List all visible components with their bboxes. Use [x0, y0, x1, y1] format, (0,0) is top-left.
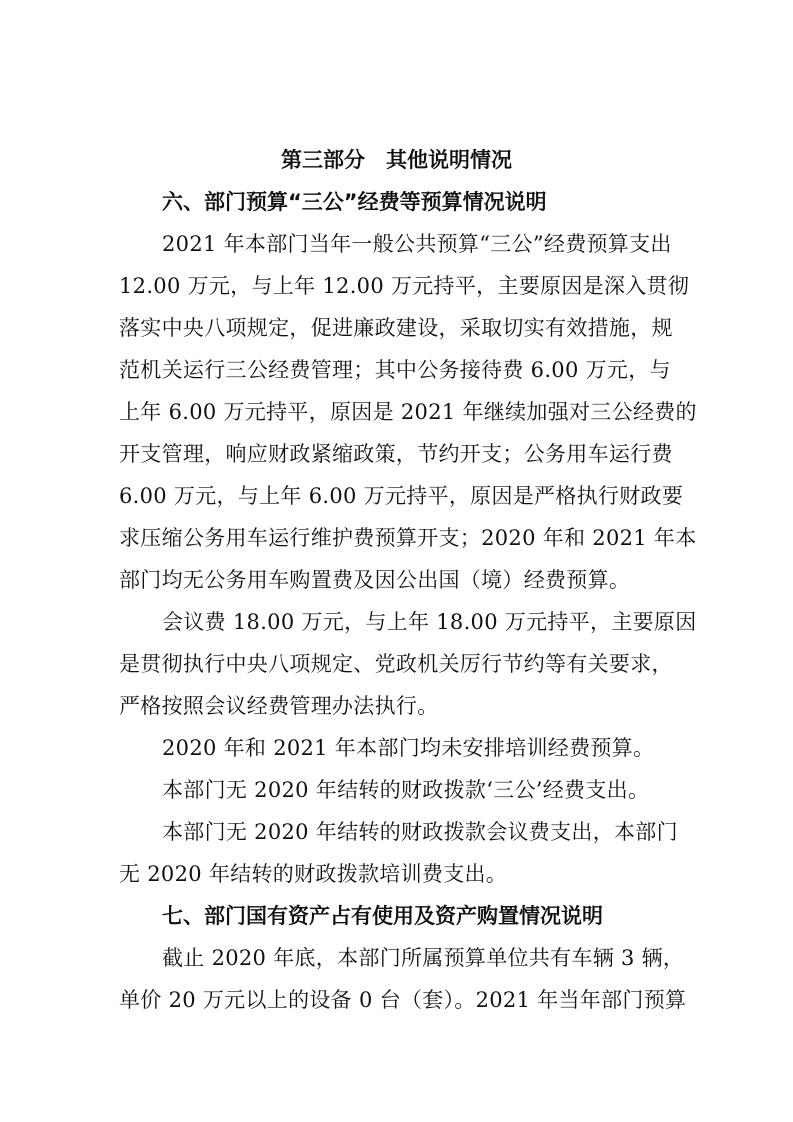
- paragraph-line: 截止 2020 年底，本部门所属预算单位共有车辆 3 辆，: [162, 946, 685, 970]
- paragraph-line: 上年 6.00 万元持平，原因是 2021 年继续加强对三公经费的: [119, 400, 697, 424]
- paragraph-line: 求压缩公务用车运行维护费预算开支；2020 年和 2021 年本: [119, 526, 697, 550]
- paragraph-line: 落实中央八项规定，促进廉政建设，采取切实有效措施，规: [119, 316, 673, 340]
- section-heading-6: 六、部门预算“三公”经费等预算情况说明: [162, 190, 547, 214]
- paragraph-line: 2020 年和 2021 年本部门均未安排培训经费预算。: [162, 736, 655, 760]
- paragraph-line: 范机关运行三公经费管理；其中公务接待费 6.00 万元，与: [119, 358, 671, 382]
- paragraph-line: 本部门无 2020 年结转的财政拨款会议费支出，本部门: [162, 820, 678, 844]
- paragraph-line: 单价 20 万元以上的设备 0 台（套）。2021 年当年部门预算: [119, 988, 687, 1012]
- paragraph-line: 12.00 万元，与上年 12.00 万元持平，主要原因是深入贯彻: [119, 274, 690, 298]
- paragraph-line: 开支管理，响应财政紧缩政策，节约开支；公务用车运行费: [119, 442, 673, 466]
- paragraph-line: 无 2020 年结转的财政拨款培训费支出。: [119, 862, 508, 886]
- paragraph-line: 严格按照会议经费管理办法执行。: [119, 694, 439, 718]
- paragraph-line: 本部门无 2020 年结转的财政拨款‘三公’经费支出。: [162, 778, 650, 802]
- page-title: 第三部分 其他说明情况: [281, 148, 512, 172]
- paragraph-line: 部门均无公务用车购置费及因公出国（境）经费预算。: [119, 568, 631, 592]
- paragraph-line: 2021 年本部门当年一般公共预算“三公”经费预算支出: [162, 232, 672, 256]
- paragraph-line: 是贯彻执行中央八项规定、党政机关厉行节约等有关要求，: [119, 652, 673, 676]
- section-heading-7: 七、部门国有资产占有使用及资产购置情况说明: [162, 904, 603, 928]
- paragraph-line: 会议费 18.00 万元，与上年 18.00 万元持平，主要原因: [162, 610, 697, 634]
- paragraph-line: 6.00 万元，与上年 6.00 万元持平，原因是严格执行财政要: [119, 484, 684, 508]
